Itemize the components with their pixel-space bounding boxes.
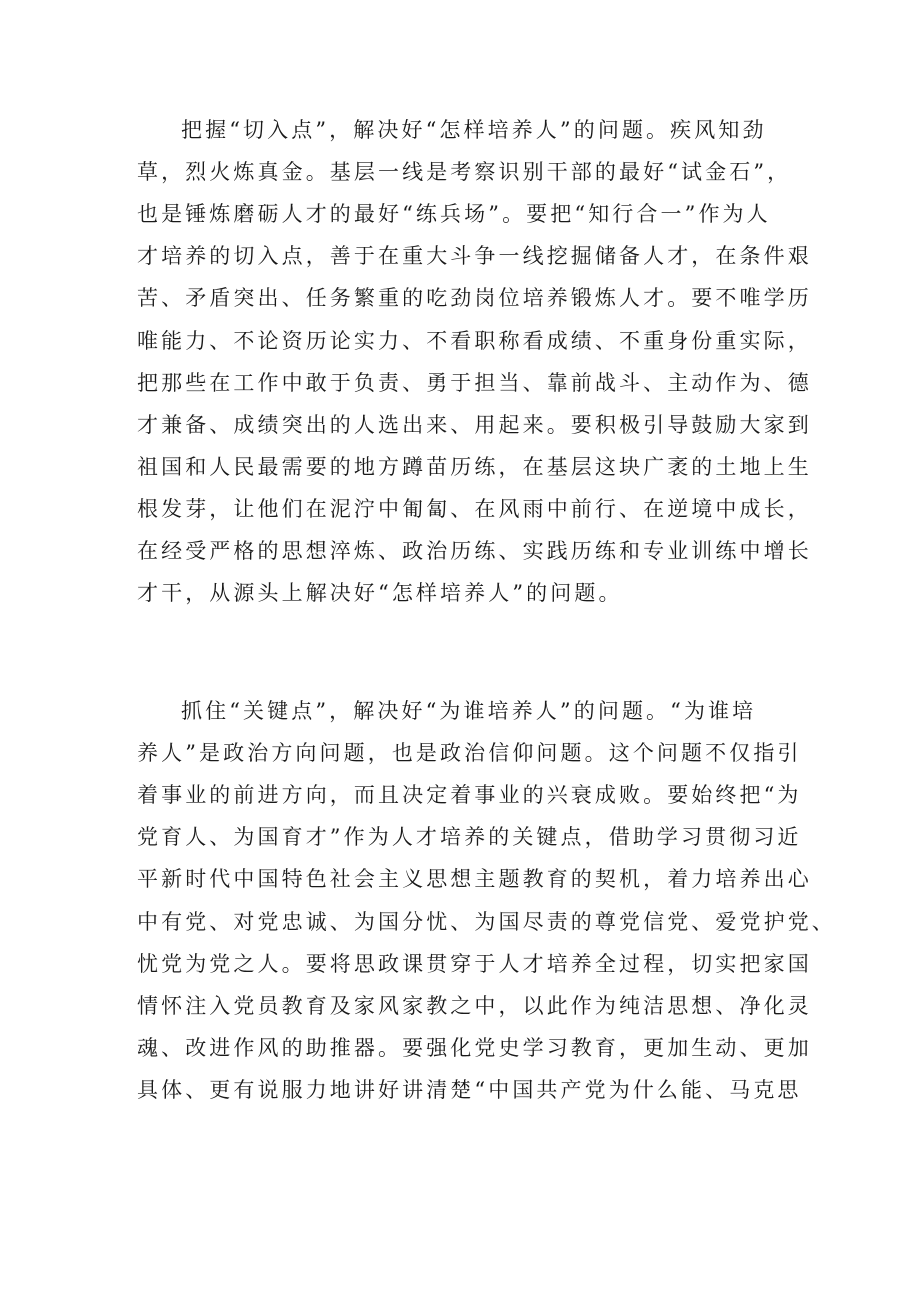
paragraph-line: 把握“切入点”，解决好“怎样培养人”的问题。疾风知劲 (181, 118, 767, 142)
paragraph-line: 平新时代中国特色社会主义思想主题教育的契机，着力培养出心 (137, 867, 812, 891)
paragraph-line: 情怀注入党员教育及家风家教之中，以此作为纯洁思想、净化灵 (137, 994, 812, 1018)
paragraph-line: 才培养的切入点，善于在重大斗争一线挖掘储备人才，在条件艰 (137, 244, 812, 268)
paragraph-line: 才兼备、成绩突出的人选出来、用起来。要积极引导鼓励大家到 (137, 413, 812, 437)
paragraph-line: 祖国和人民最需要的地方蹲苗历练，在基层这块广袤的土地上生 (137, 455, 812, 479)
paragraph-line: 养人”是政治方向问题，也是政治信仰问题。这个问题不仅指引 (137, 741, 802, 765)
paragraph-line: 忧党为党之人。要将思政课贯穿于人才培养全过程，切实把家国 (137, 952, 812, 976)
paragraph-line: 也是锤炼磨砺人才的最好“练兵场”。要把“知行合一”作为人 (137, 202, 771, 226)
paragraph-line: 苦、矛盾突出、任务繁重的吃劲岗位培养锻炼人才。要不唯学历 (137, 286, 812, 310)
paragraph-line: 党育人、为国育才”作为人才培养的关键点，借助学习贯彻习近 (137, 825, 802, 849)
paragraph-line: 把那些在工作中敢于负责、勇于担当、靠前战斗、主动作为、德 (137, 371, 812, 395)
paragraph-line: 草，烈火炼真金。基层一线是考察识别干部的最好“试金石”， (137, 160, 792, 184)
paragraph-line: 魂、改进作风的助推器。要强化党史学习教育，更加生动、更加 (137, 1036, 812, 1060)
paragraph-line: 具体、更有说服力地讲好讲清楚“中国共产党为什么能、马克思 (137, 1078, 802, 1102)
paragraph-line: 才干，从源头上解决好“怎样培养人”的问题。 (137, 581, 623, 605)
paragraph-line: 着事业的前进方向，而且决定着事业的兴衰成败。要始终把“为 (137, 783, 802, 807)
paragraph-line: 中有党、对党忠诚、为国分忧、为国尽责的尊党信党、爱党护党、 (137, 910, 836, 934)
paragraph-line: 根发芽，让他们在泥泞中匍匐、在风雨中前行、在逆境中成长， (137, 497, 812, 521)
paragraph-line: 在经受严格的思想淬炼、政治历练、实践历练和专业训练中增长 (137, 539, 812, 563)
paragraph-line: 抓住“关键点”，解决好“为谁培养人”的问题。“为谁培 (181, 699, 757, 723)
paragraph-line: 唯能力、不论资历论实力、不看职称看成绩、不重身份重实际， (137, 329, 812, 353)
